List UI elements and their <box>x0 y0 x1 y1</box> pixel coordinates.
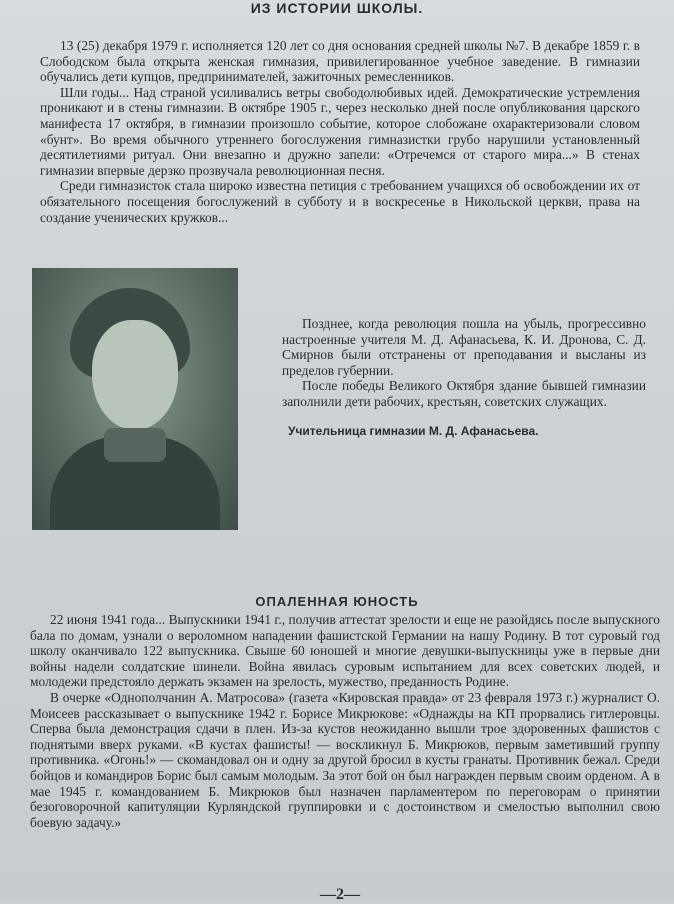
intro-paragraph-3: Среди гимназисток стала широко известна петиция с требованием учащихся об освобождении их от обязательного посещения богослужений в субботу и в воскресенье в Никольской церкви, права на создание ученических кружков... <box>40 178 640 225</box>
intro-paragraph-1: 13 (25) декабря 1979 г. исполняется 120 лет со дня основания средней школы №7. В декабре 1859 г. в Слободском была открыта женская гимназия, привилегированное учебное заведение. В гимназии обучались дети купцов, предпринимателей, зажиточных ремесленников. <box>40 38 640 85</box>
side-paragraph-2: После победы Великого Октября здание бывшей гимназии заполнили дети рабочих, крестьян, советских служащих. <box>282 378 646 409</box>
page-number: —2— <box>320 886 360 903</box>
photo-face <box>92 320 178 430</box>
war-paragraph-2: В очерке «Однополчанин А. Матросова» (газета «Кировская правда» от 23 февраля 1973 г.) журналист О. Моисеев рассказывает о выпускнике 1942 г. Борисе Микрюкове: «Однажды на КП прорвались гитлеровцы. Сперва была демонстрация сдачи в плен. Из-за кустов неожиданно вышли трое здоровенных фашистов с поднятыми вверх руками. «В кустах фашисты! — воскликнул Б. Микрюков, первым заметивший группу противника. «Огонь!» — скомандовал он и одну за другой бросил в кусты гранаты. Противник бежал. Среди бойцов и командиров Борис был самым молодым. За этот бой он был награжден первым своим орденом. А в мае 1945 г. командованием Б. Микрюков был назначен парламентером по переговорам о принятии безоговорочной капитуляции Курляндской группировки и с достоинством и смелостью выполнил свою боевую задачу.» <box>30 689 660 830</box>
section-title-youth: ОПАЛЕННАЯ ЮНОСТЬ <box>255 594 419 609</box>
intro-text <box>40 38 640 225</box>
photo-collar <box>104 428 166 462</box>
photo-caption: Учительница гимназии М. Д. Афанасьева. <box>288 424 539 438</box>
intro-paragraph-2: Шли годы... Над страной усиливались ветры свободолюбивых идей. Демократические устремления проникают и в стены гимназии. В октябре 1905 г., через несколько дней после опубликования царского манифеста 17 октября, в гимназии произошло событие, которое слобожане охарактеризовали словом «бунт». Во время обычного утреннего богослужения гимназистки грубо нарушили установленный десятилетиями ритуал. Они внезапно и дружно запели: «Отречемся от старого мира...» В стенах гимназии впервые дерзко прозвучала революционная песня. <box>40 84 640 178</box>
section-title-history: ИЗ ИСТОРИИ ШКОЛЫ. <box>250 0 424 16</box>
side-text <box>282 316 646 410</box>
war-paragraph-1: 22 июня 1941 года... Выпускники 1941 г., получив аттестат зрелости и еще не разойдясь после выпускного бала по домам, узнали о вероломном нападении фашистской Германии на нашу Родину. В тот суровый год школу оканчивало 122 выпускника. Свыше 60 юношей и многие девушки-выпускницы уже в первые дни войны надели солдатские шинели. Война явилась суровым испытанием для всех советских людей, и молодежи предстояло держать экзамен на зрелость, мужество, преданность Родине. <box>30 612 660 690</box>
teacher-photo <box>32 268 238 530</box>
war-text <box>30 612 660 830</box>
side-paragraph-1: Позднее, когда революция пошла на убыль, прогрессивно настроенные учителя М. Д. Афанасьева, К. И. Дронова, С. Д. Смирнов были отстранены от преподавания и высланы из пределов губернии. <box>282 316 646 378</box>
